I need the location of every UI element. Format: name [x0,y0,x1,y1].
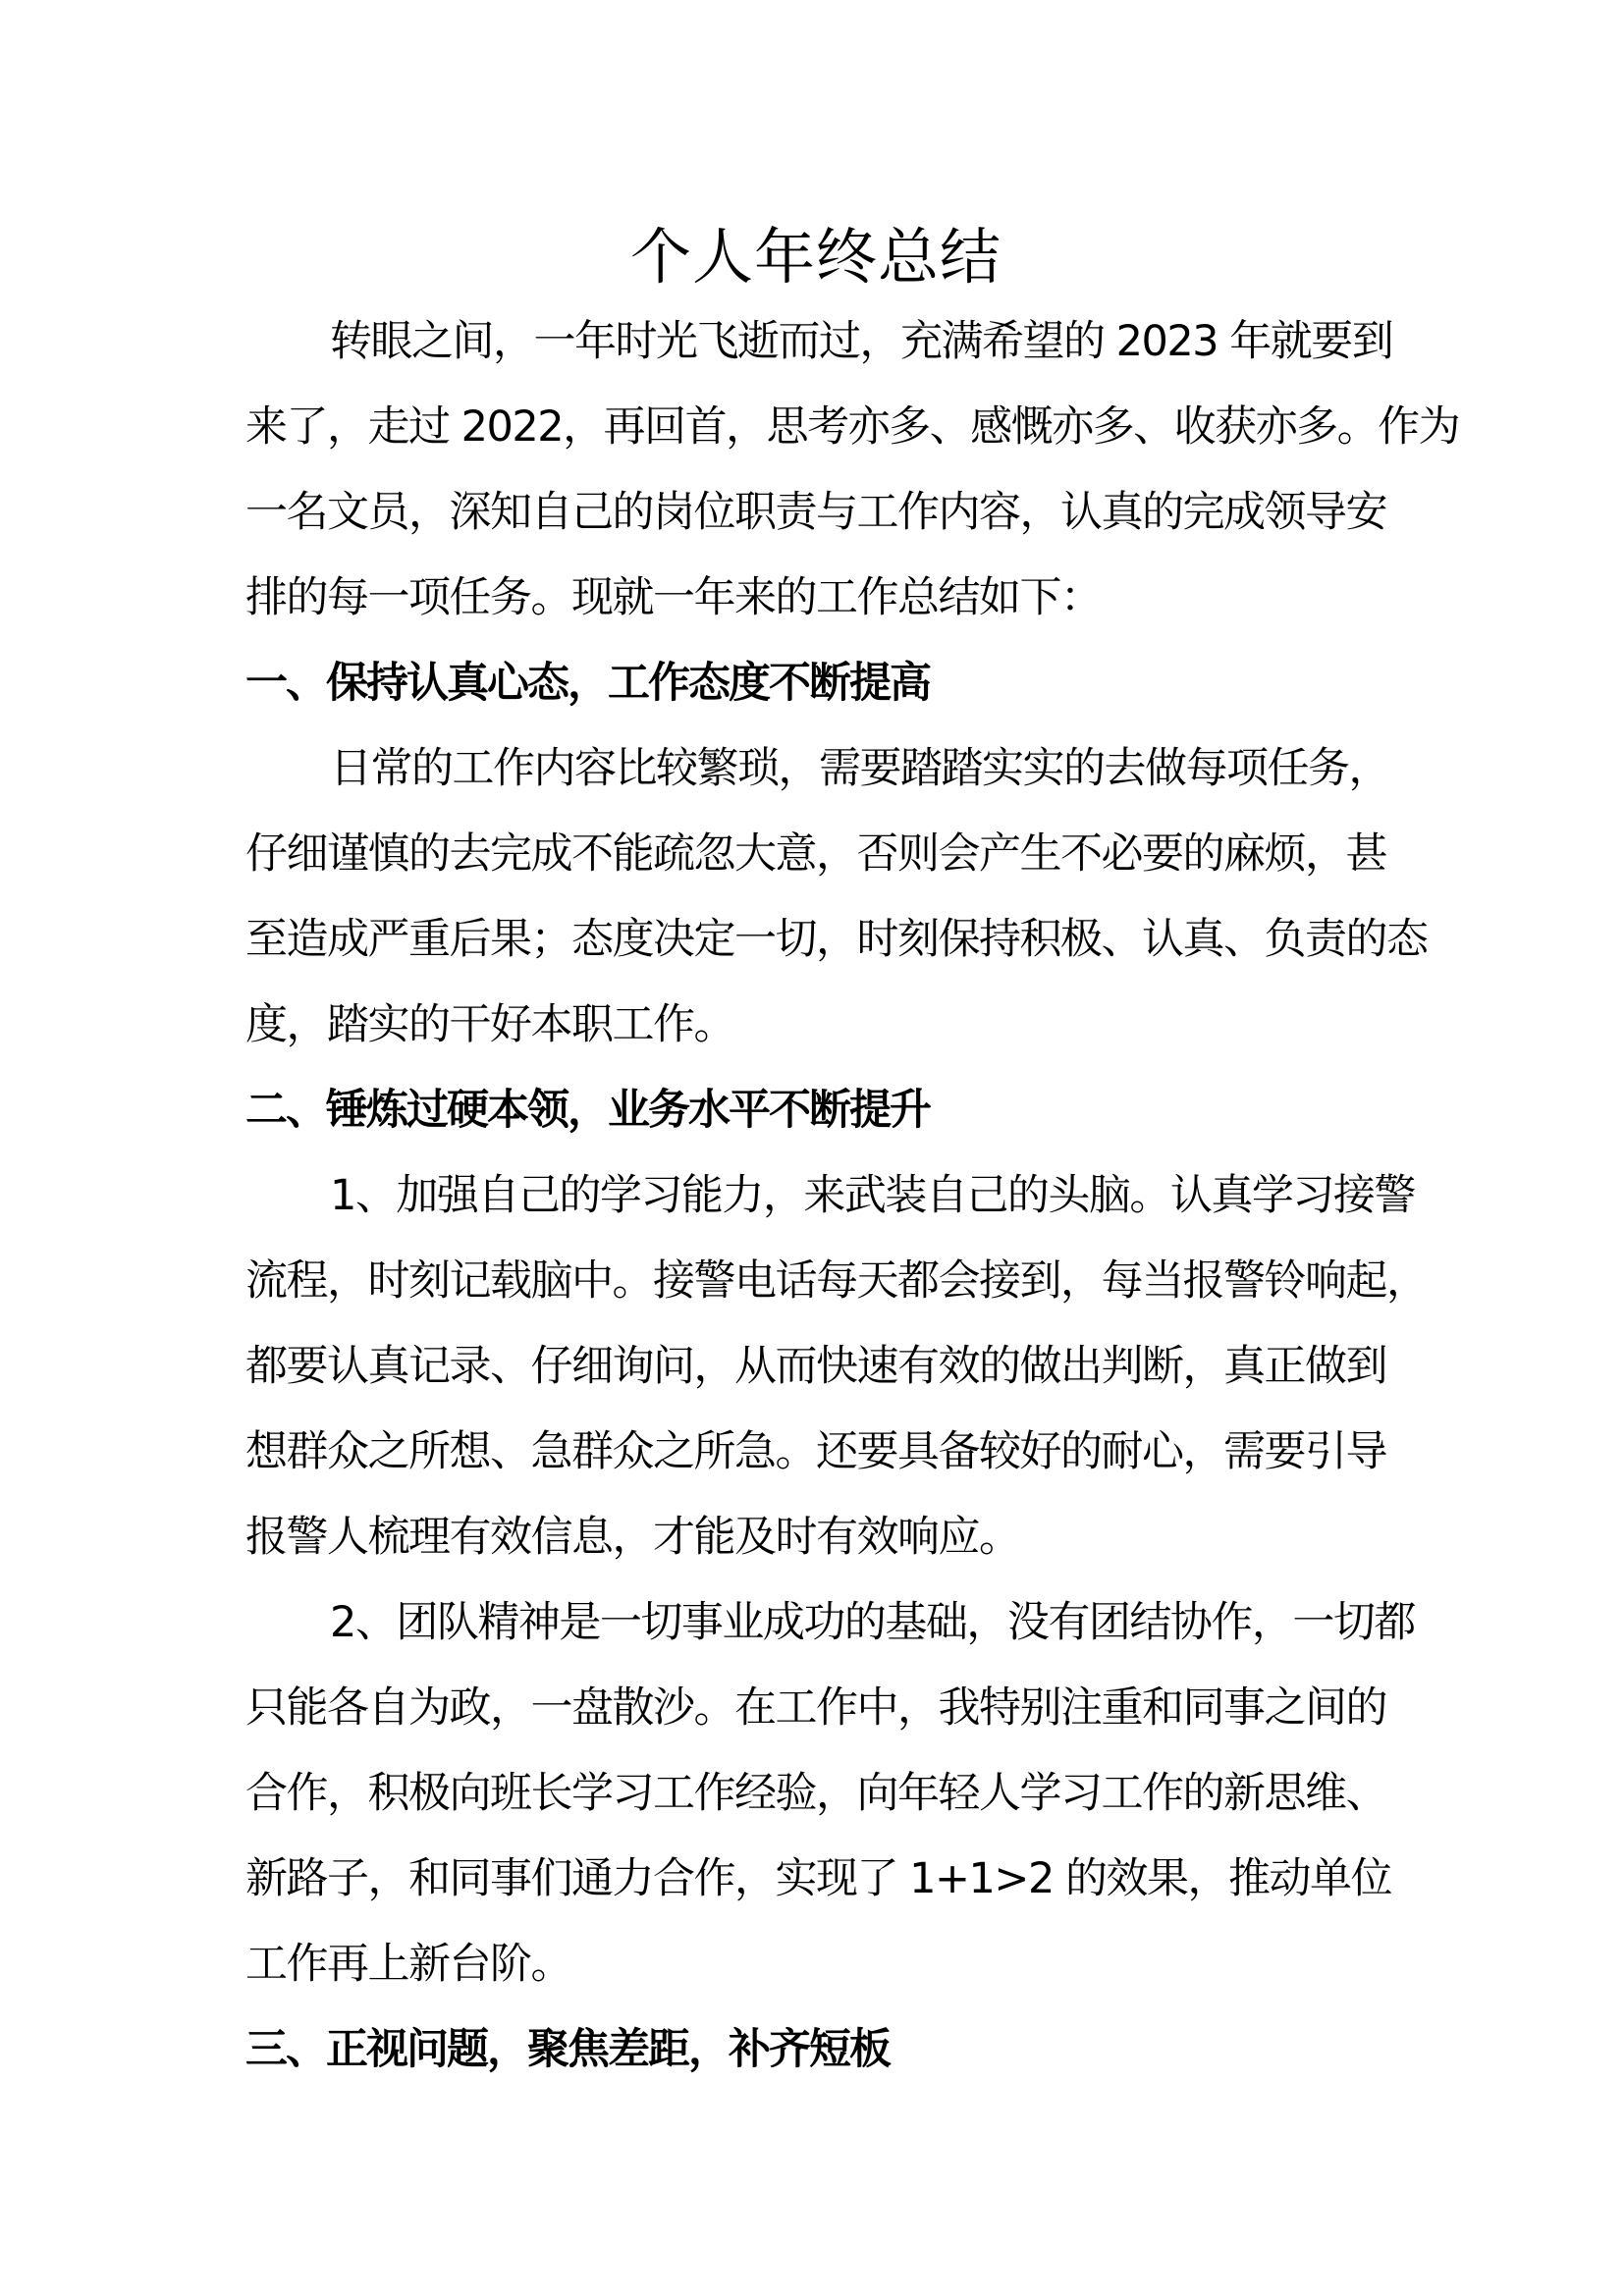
paragraph-line: 仔细谨慎的去完成不能疏忽大意，否则会产生不必要的麻烦，甚 [245,829,1386,879]
paragraph-line: 一名文员，深知自己的岗位职责与工作内容，认真的完成领导安 [245,488,1386,537]
paragraph-line: 2、团队精神是一切事业成功的基础，没有团结协作，一切都 [330,1598,1415,1647]
paragraph-line: 来了，走过 2022，再回首，思考亦多、感慨亦多、收获亦多。作为 [245,402,1460,452]
paragraph-line: 合作，积极向班长学习工作经验，向年轻人学习工作的新思维、 [245,1769,1386,1818]
paragraph-line: 排的每一项任务。现就一年来的工作总结如下： [245,573,1102,622]
paragraph-line: 日常的工作内容比较繁琐，需要踏踏实实的去做每项任务， [330,744,1389,793]
section-heading-3: 三、正视问题，聚焦差距，补齐短板 [245,2025,890,2074]
paragraph-line: 都要认真记录、仔细询问，从而快速有效的做出判断，真正做到 [245,1342,1386,1391]
section-heading-2: 二、锤炼过硬本领，业务水平不断提升 [245,1086,930,1135]
paragraph-line: 想群众之所想、急群众之所急。还要具备较好的耐心，需要引导 [245,1427,1386,1476]
paragraph-line: 转眼之间，一年时光飞逝而过，充满希望的 2023 年就要到 [330,317,1393,366]
paragraph-line: 工作再上新台阶。 [245,1940,571,1989]
paragraph-line: 1、加强自己的学习能力，来武装自己的头脑。认真学习接警 [330,1171,1415,1220]
paragraph-line: 报警人梳理有效信息，才能及时有效响应。 [245,1513,1020,1562]
paragraph-line: 新路子，和同事们通力合作，实现了 1+1>2 的效果，推动单位 [245,1854,1391,1903]
section-heading-1: 一、保持认真心态，工作态度不断提高 [245,659,930,708]
paragraph-line: 至造成严重后果；态度决定一切，时刻保持积极、认真、负责的态 [245,915,1428,964]
paragraph-line: 流程，时刻记载脑中。接警电话每天都会接到，每当报警铃响起， [245,1256,1428,1306]
paragraph-line: 度，踏实的干好本职工作。 [245,1000,734,1049]
paragraph-line: 只能各自为政，一盘散沙。在工作中，我特别注重和同事之间的 [245,1683,1386,1733]
document-title: 个人年终总结 [629,221,1001,293]
